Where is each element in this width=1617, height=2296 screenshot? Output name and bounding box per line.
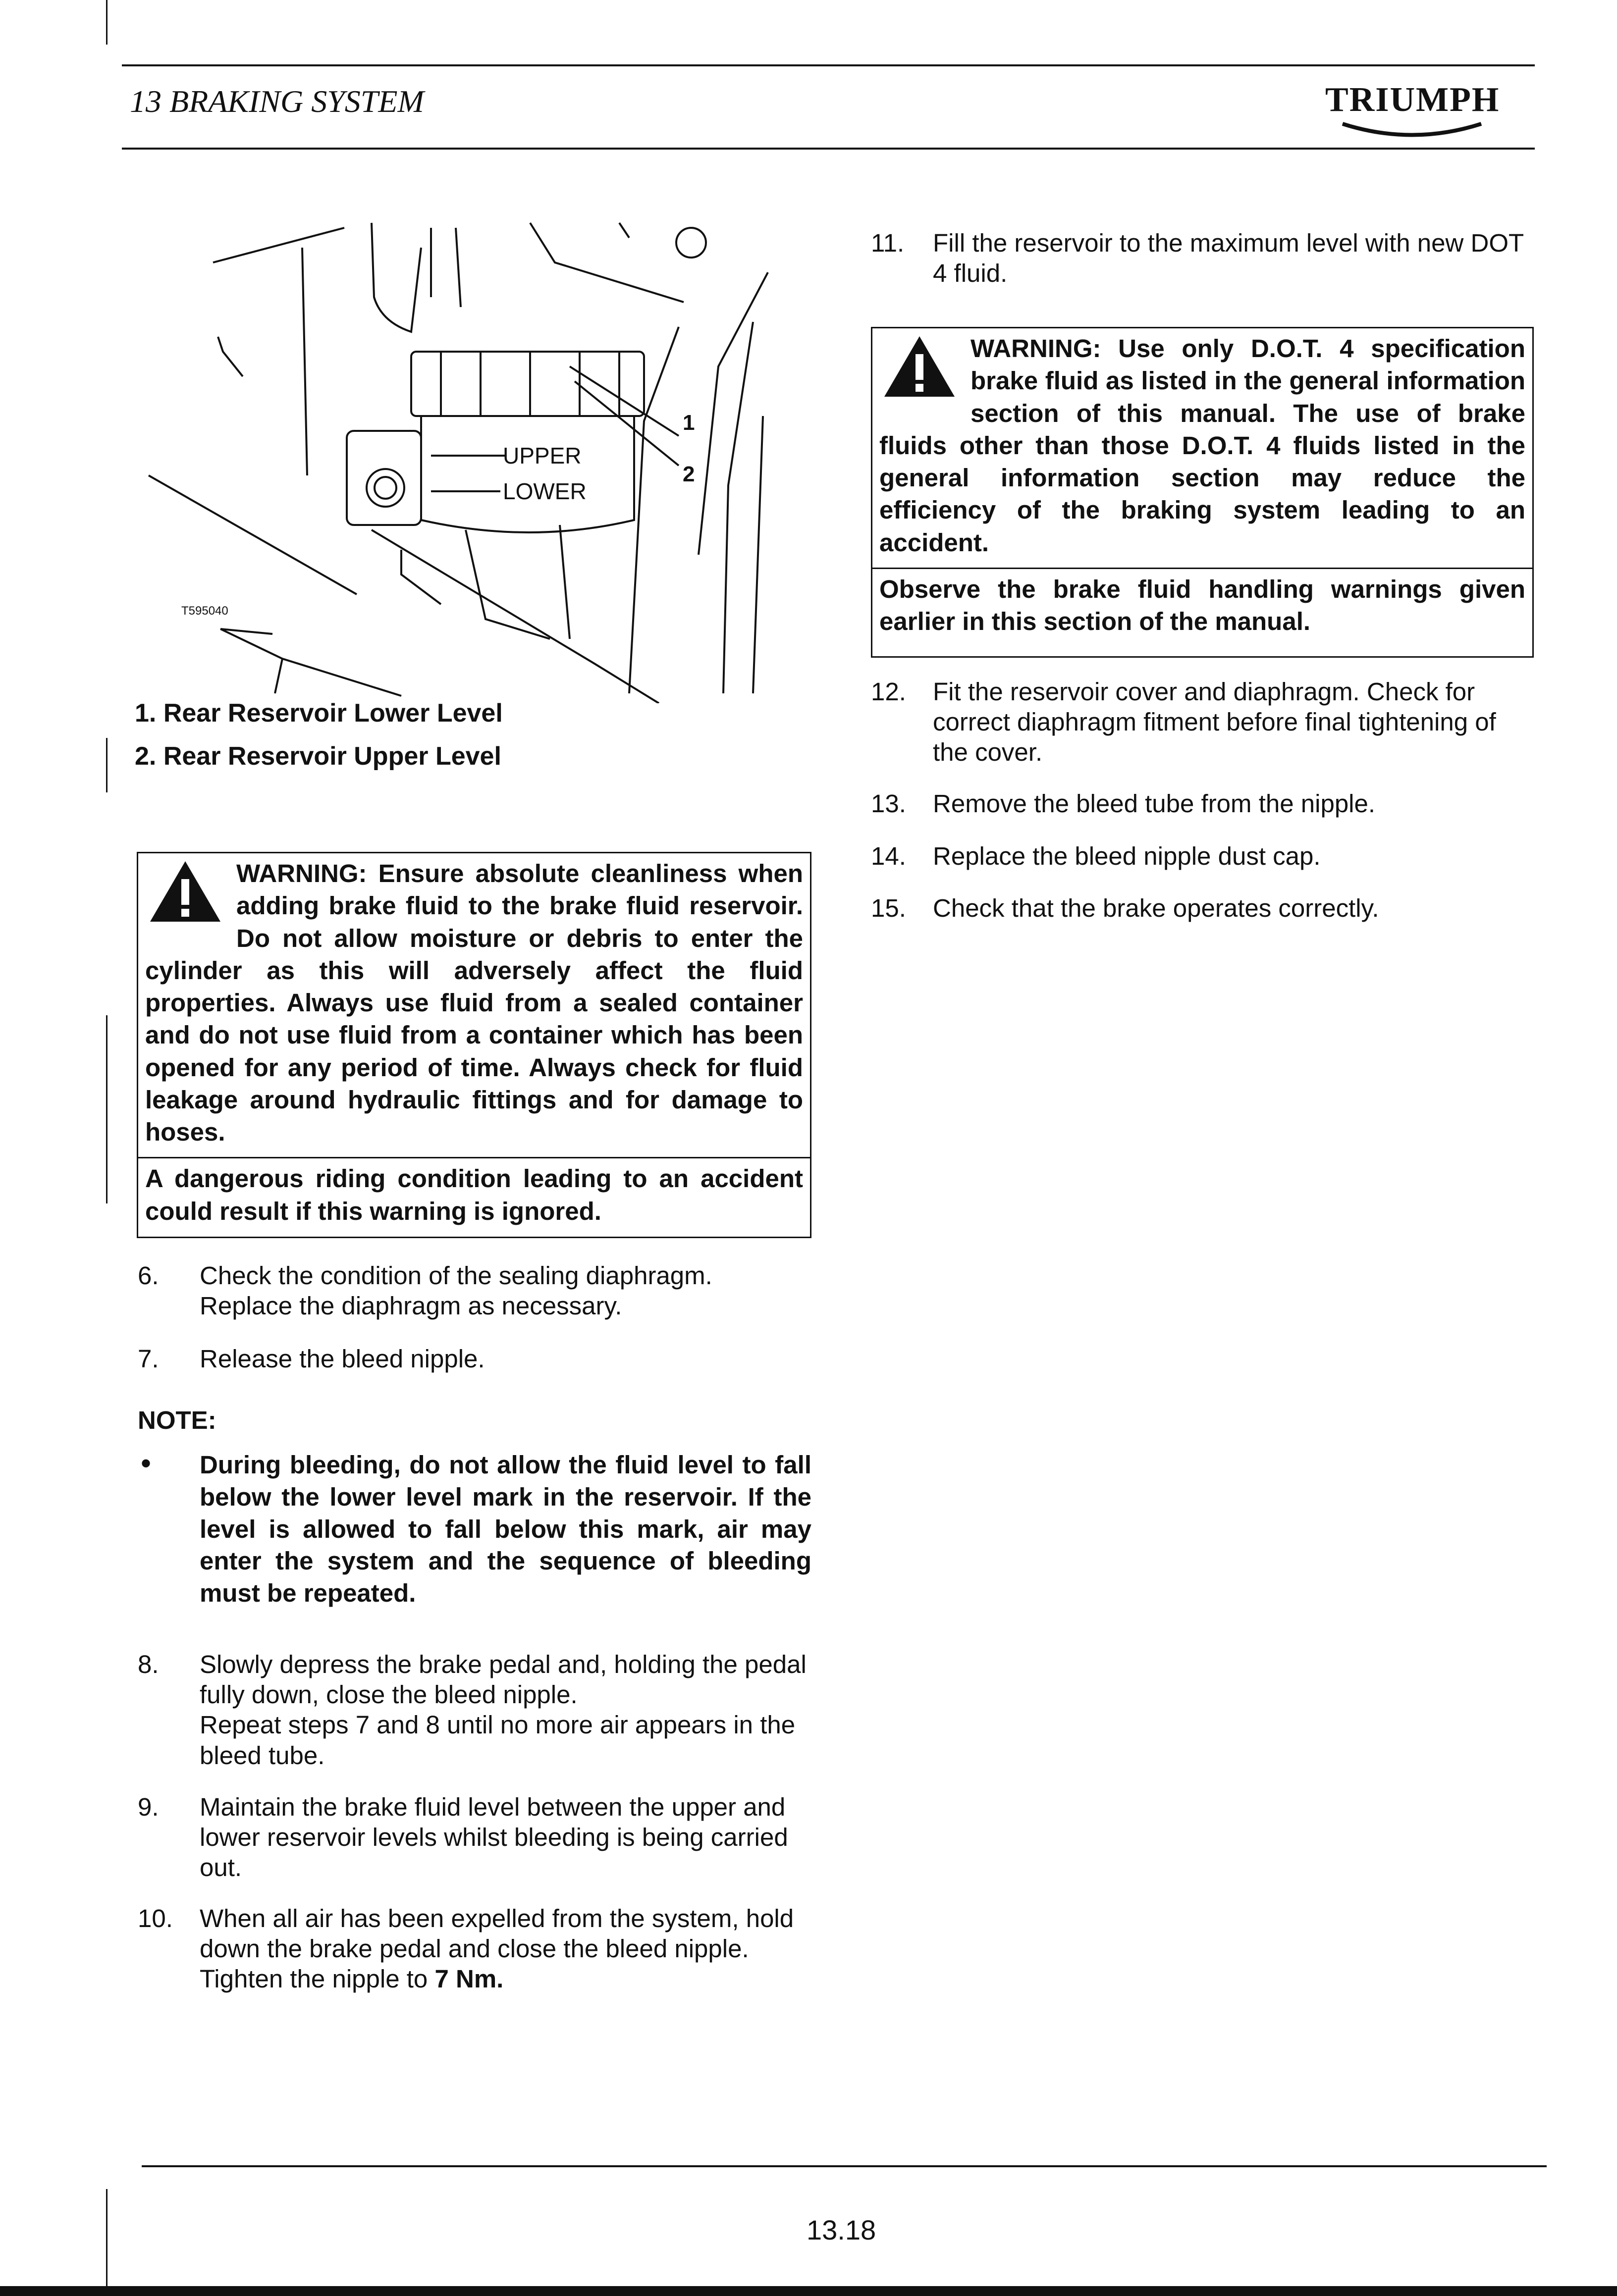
warning-triangle-icon bbox=[882, 334, 957, 399]
page-number: 13.18 bbox=[807, 2214, 876, 2245]
callout-1: 1 bbox=[683, 411, 695, 435]
warning-paragraph: WARNING: Ensure absolute cleanliness when adding brake fluid to the brake fluid reservoir. Do not allow moisture or debris to enter the cylinder as this will adversely affect the fluid properties. Always use fluid from a sealed container and do not use fluid from a container which has been opened for any period of time. Always check for fluid leakage around hydraulic fittings and for damage to hoses. bbox=[145, 859, 803, 1147]
note-heading: NOTE: bbox=[138, 1406, 216, 1434]
margin-mark bbox=[106, 2189, 108, 2296]
logo-swoosh-icon bbox=[1338, 119, 1486, 144]
footer-rule bbox=[142, 2165, 1547, 2167]
page-bottom-edge bbox=[0, 2286, 1617, 2296]
warning-observe: Observe the brake fluid handling warnings given earlier in this section of the manual. bbox=[879, 574, 1525, 636]
warning-box-cleanliness bbox=[137, 852, 811, 1238]
figure-label-upper: UPPER bbox=[503, 443, 582, 469]
figure-caption-1: 1. Rear Reservoir Lower Level bbox=[135, 699, 503, 728]
warning-paragraph: WARNING: Use only D.O.T. 4 specification brake fluid as listed in the general information section of this manual. The use of brake fluids other than those D.O.T. 4 fluids listed in the general information section may reduce the efficiency of the braking system leading to an accident. bbox=[879, 334, 1525, 557]
header-bottom-rule bbox=[122, 148, 1535, 150]
margin-mark bbox=[106, 1015, 108, 1203]
margin-mark bbox=[106, 738, 108, 792]
warning-box-dot4 bbox=[871, 327, 1534, 658]
section-title: 13 BRAKING SYSTEM bbox=[130, 84, 424, 119]
rear-reservoir-illustration bbox=[124, 208, 808, 703]
warning-triangle-icon bbox=[148, 859, 222, 924]
note-text: During bleeding, do not allow the fluid level to fall below the lower level mark in the reservoir. If the level is allowed to fall below this mark, air may enter the system and the sequence of bleeding must be repeated. bbox=[200, 1451, 811, 1608]
note-bullet: • bbox=[141, 1447, 152, 1480]
figure-code: T595040 bbox=[181, 604, 228, 618]
warning-consequence: A dangerous riding condition leading to an accident could result if this warning is ignored. bbox=[145, 1164, 803, 1225]
header-top-rule bbox=[122, 64, 1535, 66]
brand-logo: TRIUMPH bbox=[1325, 81, 1500, 119]
figure-label-lower: LOWER bbox=[503, 478, 587, 504]
callout-2: 2 bbox=[683, 462, 695, 486]
figure-caption-2: 2. Rear Reservoir Upper Level bbox=[135, 742, 501, 771]
margin-mark bbox=[106, 0, 108, 45]
